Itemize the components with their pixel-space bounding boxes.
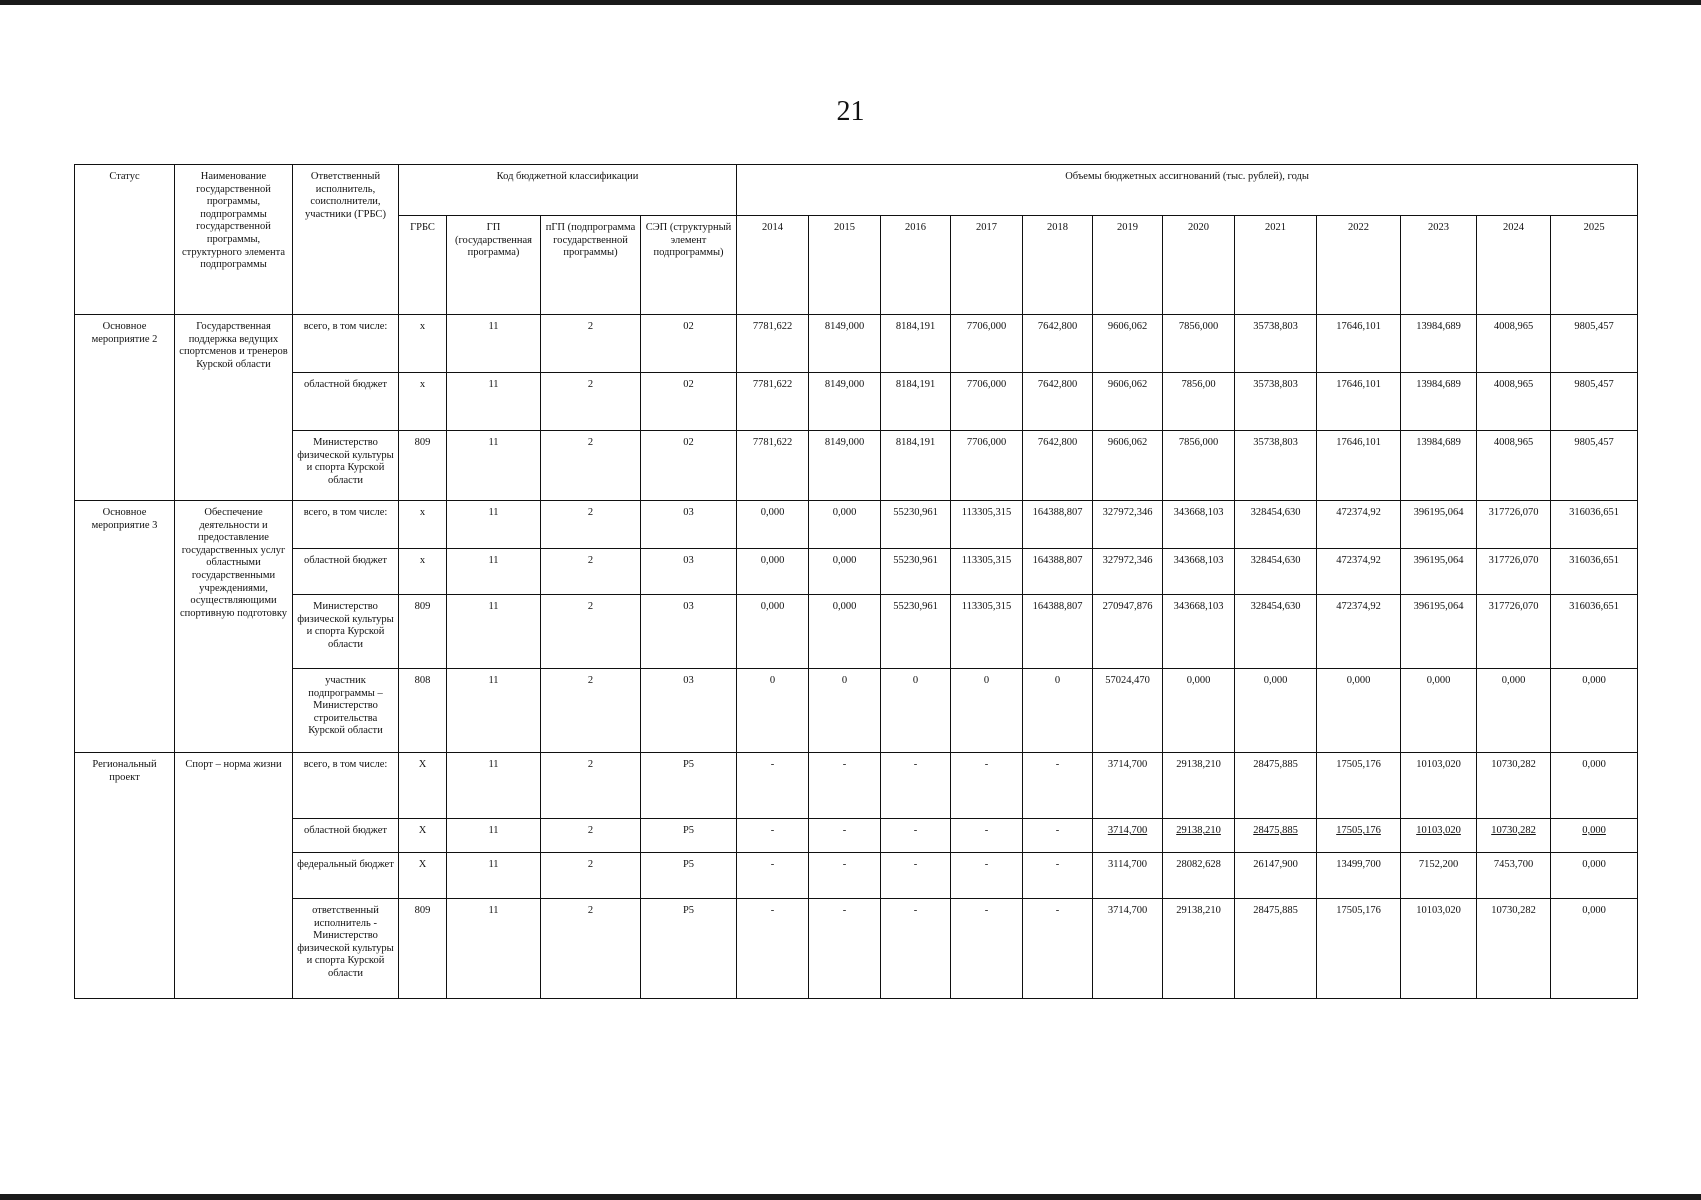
responsible-cell: Министерство физической культуры и спорта Курской области bbox=[293, 431, 399, 501]
sep-cell: Р5 bbox=[641, 899, 737, 999]
header-year: 2023 bbox=[1401, 216, 1477, 315]
gp-cell: 11 bbox=[447, 373, 541, 431]
value-cell: 10103,020 bbox=[1401, 819, 1477, 853]
status-cell: Основное мероприятие 3 bbox=[75, 501, 175, 753]
value-cell: 8184,191 bbox=[881, 373, 951, 431]
value-cell: 0 bbox=[737, 669, 809, 753]
header-name: Наименование государственной программы, подпрограммы государственной программы, структурного элемента подпрограммы bbox=[175, 165, 293, 315]
value-cell: 10730,282 bbox=[1477, 899, 1551, 999]
value-cell: 328454,630 bbox=[1235, 549, 1317, 595]
value-cell: 9606,062 bbox=[1093, 373, 1163, 431]
value-cell: - bbox=[951, 899, 1023, 999]
value-cell: 0,000 bbox=[1551, 853, 1638, 899]
header-year: 2016 bbox=[881, 216, 951, 315]
sep-cell: Р5 bbox=[641, 753, 737, 819]
status-cell: Региональный проект bbox=[75, 753, 175, 999]
sep-cell: 02 bbox=[641, 315, 737, 373]
value-cell: - bbox=[737, 819, 809, 853]
responsible-cell: ответственный исполнитель - Министерство физической культуры и спорта Курской области bbox=[293, 899, 399, 999]
value-cell: 8149,000 bbox=[809, 315, 881, 373]
program-name-cell: Государственная поддержка ведущих спортсменов и тренеров Курской области bbox=[175, 315, 293, 501]
header-status: Статус bbox=[75, 165, 175, 315]
header-pgp: пГП (подпрограмма государственной программы) bbox=[541, 216, 641, 315]
responsible-cell: областной бюджет bbox=[293, 819, 399, 853]
value-cell: 8184,191 bbox=[881, 431, 951, 501]
value-cell: 13984,689 bbox=[1401, 431, 1477, 501]
header-volumes-group: Объемы бюджетных ассигнований (тыс. рублей), годы bbox=[737, 165, 1638, 216]
grbs-cell: 808 bbox=[399, 669, 447, 753]
responsible-cell: областной бюджет bbox=[293, 373, 399, 431]
header-year: 2019 bbox=[1093, 216, 1163, 315]
value-cell: 7706,000 bbox=[951, 431, 1023, 501]
value-cell: 7706,000 bbox=[951, 315, 1023, 373]
value-cell: 0,000 bbox=[737, 595, 809, 669]
value-cell: 35738,803 bbox=[1235, 315, 1317, 373]
value-cell: 317726,070 bbox=[1477, 595, 1551, 669]
gp-cell: 11 bbox=[447, 549, 541, 595]
grbs-cell: 809 bbox=[399, 899, 447, 999]
value-cell: 28082,628 bbox=[1163, 853, 1235, 899]
value-cell: 10103,020 bbox=[1401, 753, 1477, 819]
table-row bbox=[75, 501, 1638, 549]
value-cell: - bbox=[809, 819, 881, 853]
value-cell: 0 bbox=[881, 669, 951, 753]
value-cell: 0 bbox=[809, 669, 881, 753]
grbs-cell: Х bbox=[399, 853, 447, 899]
value-cell: - bbox=[737, 753, 809, 819]
value-cell: 7781,622 bbox=[737, 373, 809, 431]
value-cell: 7642,800 bbox=[1023, 373, 1093, 431]
value-cell: - bbox=[1023, 853, 1093, 899]
value-cell: - bbox=[809, 899, 881, 999]
value-cell: 316036,651 bbox=[1551, 501, 1638, 549]
gp-cell: 11 bbox=[447, 753, 541, 819]
value-cell: - bbox=[1023, 899, 1093, 999]
value-cell: 327972,346 bbox=[1093, 549, 1163, 595]
value-cell: 317726,070 bbox=[1477, 549, 1551, 595]
value-cell: - bbox=[809, 853, 881, 899]
value-cell: 7642,800 bbox=[1023, 315, 1093, 373]
value-cell: 9805,457 bbox=[1551, 315, 1638, 373]
header-gp: ГП (государственная программа) bbox=[447, 216, 541, 315]
value-cell: 0,000 bbox=[1551, 819, 1638, 853]
value-cell: - bbox=[881, 853, 951, 899]
grbs-cell: 809 bbox=[399, 431, 447, 501]
value-cell: 316036,651 bbox=[1551, 595, 1638, 669]
table-row bbox=[75, 315, 1638, 373]
value-cell: 396195,064 bbox=[1401, 595, 1477, 669]
gp-cell: 11 bbox=[447, 595, 541, 669]
value-cell: 164388,807 bbox=[1023, 549, 1093, 595]
page-number: 21 bbox=[836, 96, 865, 127]
header-year: 2024 bbox=[1477, 216, 1551, 315]
header-year: 2020 bbox=[1163, 216, 1235, 315]
pgp-cell: 2 bbox=[541, 373, 641, 431]
sep-cell: 03 bbox=[641, 501, 737, 549]
value-cell: 17505,176 bbox=[1317, 819, 1401, 853]
header-responsible: Ответственный исполнитель, соисполнители, участники (ГРБС) bbox=[293, 165, 399, 315]
value-cell: 0,000 bbox=[1551, 899, 1638, 999]
table-body bbox=[75, 315, 1638, 999]
value-cell: 0,000 bbox=[809, 549, 881, 595]
program-name-cell: Спорт – норма жизни bbox=[175, 753, 293, 999]
grbs-cell: Х bbox=[399, 819, 447, 853]
value-cell: 328454,630 bbox=[1235, 501, 1317, 549]
sep-cell: 03 bbox=[641, 549, 737, 595]
value-cell: 7642,800 bbox=[1023, 431, 1093, 501]
value-cell: 29138,210 bbox=[1163, 899, 1235, 999]
header-year: 2021 bbox=[1235, 216, 1317, 315]
header-row-top bbox=[75, 165, 1638, 216]
value-cell: - bbox=[951, 753, 1023, 819]
value-cell: 164388,807 bbox=[1023, 501, 1093, 549]
value-cell: 29138,210 bbox=[1163, 819, 1235, 853]
gp-cell: 11 bbox=[447, 501, 541, 549]
value-cell: - bbox=[881, 899, 951, 999]
value-cell: 113305,315 bbox=[951, 549, 1023, 595]
value-cell: 55230,961 bbox=[881, 501, 951, 549]
value-cell: - bbox=[1023, 753, 1093, 819]
value-cell: 10730,282 bbox=[1477, 819, 1551, 853]
value-cell: 10730,282 bbox=[1477, 753, 1551, 819]
pgp-cell: 2 bbox=[541, 753, 641, 819]
pgp-cell: 2 bbox=[541, 595, 641, 669]
value-cell: 55230,961 bbox=[881, 595, 951, 669]
value-cell: 7453,700 bbox=[1477, 853, 1551, 899]
value-cell: 0,000 bbox=[737, 549, 809, 595]
pgp-cell: 2 bbox=[541, 549, 641, 595]
value-cell: - bbox=[951, 853, 1023, 899]
table-row bbox=[75, 753, 1638, 819]
header-year: 2022 bbox=[1317, 216, 1401, 315]
scan-bottom-border bbox=[0, 1194, 1701, 1200]
value-cell: 10103,020 bbox=[1401, 899, 1477, 999]
table-row bbox=[75, 669, 1638, 753]
responsible-cell: участник подпрограммы – Министерство строительства Курской области bbox=[293, 669, 399, 753]
sep-cell: 02 bbox=[641, 431, 737, 501]
value-cell: 343668,103 bbox=[1163, 549, 1235, 595]
value-cell: 17646,101 bbox=[1317, 431, 1401, 501]
value-cell: 343668,103 bbox=[1163, 501, 1235, 549]
value-cell: 3114,700 bbox=[1093, 853, 1163, 899]
value-cell: 0,000 bbox=[1317, 669, 1401, 753]
value-cell: 327972,346 bbox=[1093, 501, 1163, 549]
gp-cell: 11 bbox=[447, 853, 541, 899]
value-cell: 113305,315 bbox=[951, 595, 1023, 669]
value-cell: 35738,803 bbox=[1235, 373, 1317, 431]
value-cell: 3714,700 bbox=[1093, 819, 1163, 853]
value-cell: 7781,622 bbox=[737, 315, 809, 373]
value-cell: 17505,176 bbox=[1317, 899, 1401, 999]
value-cell: 9805,457 bbox=[1551, 373, 1638, 431]
value-cell: 17505,176 bbox=[1317, 753, 1401, 819]
pgp-cell: 2 bbox=[541, 501, 641, 549]
value-cell: 0,000 bbox=[1163, 669, 1235, 753]
grbs-cell: x bbox=[399, 501, 447, 549]
budget-table bbox=[74, 164, 1638, 999]
pgp-cell: 2 bbox=[541, 315, 641, 373]
program-name-cell: Обеспечение деятельности и предоставление государственных услуг областными государственными учреждениями, осуществляющими спортивную подготовку bbox=[175, 501, 293, 753]
value-cell: 113305,315 bbox=[951, 501, 1023, 549]
pgp-cell: 2 bbox=[541, 669, 641, 753]
sep-cell: Р5 bbox=[641, 853, 737, 899]
value-cell: 472374,92 bbox=[1317, 595, 1401, 669]
header-grbs: ГРБС bbox=[399, 216, 447, 315]
sep-cell: 03 bbox=[641, 595, 737, 669]
value-cell: 57024,470 bbox=[1093, 669, 1163, 753]
responsible-cell: областной бюджет bbox=[293, 549, 399, 595]
value-cell: 28475,885 bbox=[1235, 899, 1317, 999]
value-cell: - bbox=[809, 753, 881, 819]
value-cell: 328454,630 bbox=[1235, 595, 1317, 669]
responsible-cell: Министерство физической культуры и спорта Курской области bbox=[293, 595, 399, 669]
status-cell: Основное мероприятие 2 bbox=[75, 315, 175, 501]
value-cell: 29138,210 bbox=[1163, 753, 1235, 819]
value-cell: 13984,689 bbox=[1401, 373, 1477, 431]
value-cell: 3714,700 bbox=[1093, 899, 1163, 999]
responsible-cell: федеральный бюджет bbox=[293, 853, 399, 899]
value-cell: 0,000 bbox=[1551, 753, 1638, 819]
pgp-cell: 2 bbox=[541, 819, 641, 853]
table-row bbox=[75, 899, 1638, 999]
gp-cell: 11 bbox=[447, 899, 541, 999]
value-cell: 396195,064 bbox=[1401, 501, 1477, 549]
value-cell: 7856,00 bbox=[1163, 373, 1235, 431]
value-cell: 4008,965 bbox=[1477, 431, 1551, 501]
header-sep: СЭП (структурный элемент подпрограммы) bbox=[641, 216, 737, 315]
value-cell: 4008,965 bbox=[1477, 373, 1551, 431]
pgp-cell: 2 bbox=[541, 899, 641, 999]
value-cell: 8149,000 bbox=[809, 431, 881, 501]
table-row bbox=[75, 819, 1638, 853]
grbs-cell: 809 bbox=[399, 595, 447, 669]
value-cell: 164388,807 bbox=[1023, 595, 1093, 669]
header-year: 2017 bbox=[951, 216, 1023, 315]
value-cell: 396195,064 bbox=[1401, 549, 1477, 595]
gp-cell: 11 bbox=[447, 431, 541, 501]
responsible-cell: всего, в том числе: bbox=[293, 501, 399, 549]
value-cell: 0,000 bbox=[1401, 669, 1477, 753]
value-cell: 0,000 bbox=[809, 595, 881, 669]
value-cell: 8184,191 bbox=[881, 315, 951, 373]
grbs-cell: x bbox=[399, 373, 447, 431]
gp-cell: 11 bbox=[447, 669, 541, 753]
value-cell: - bbox=[951, 819, 1023, 853]
value-cell: 8149,000 bbox=[809, 373, 881, 431]
sep-cell: Р5 bbox=[641, 819, 737, 853]
table-row bbox=[75, 373, 1638, 431]
value-cell: 9606,062 bbox=[1093, 431, 1163, 501]
value-cell: 7856,000 bbox=[1163, 431, 1235, 501]
value-cell: 472374,92 bbox=[1317, 501, 1401, 549]
value-cell: 7856,000 bbox=[1163, 315, 1235, 373]
value-cell: 17646,101 bbox=[1317, 373, 1401, 431]
grbs-cell: x bbox=[399, 315, 447, 373]
gp-cell: 11 bbox=[447, 819, 541, 853]
grbs-cell: x bbox=[399, 549, 447, 595]
responsible-cell: всего, в том числе: bbox=[293, 753, 399, 819]
value-cell: 0,000 bbox=[809, 501, 881, 549]
value-cell: 0 bbox=[951, 669, 1023, 753]
header-year: 2018 bbox=[1023, 216, 1093, 315]
header-year: 2025 bbox=[1551, 216, 1638, 315]
value-cell: 7706,000 bbox=[951, 373, 1023, 431]
value-cell: 0,000 bbox=[737, 501, 809, 549]
sep-cell: 02 bbox=[641, 373, 737, 431]
table-row bbox=[75, 549, 1638, 595]
pgp-cell: 2 bbox=[541, 853, 641, 899]
grbs-cell: Х bbox=[399, 753, 447, 819]
header-year: 2014 bbox=[737, 216, 809, 315]
table-row bbox=[75, 431, 1638, 501]
value-cell: 343668,103 bbox=[1163, 595, 1235, 669]
value-cell: - bbox=[881, 819, 951, 853]
gp-cell: 11 bbox=[447, 315, 541, 373]
value-cell: 0,000 bbox=[1477, 669, 1551, 753]
value-cell: 7781,622 bbox=[737, 431, 809, 501]
value-cell: 35738,803 bbox=[1235, 431, 1317, 501]
scan-top-border bbox=[0, 0, 1701, 5]
value-cell: 17646,101 bbox=[1317, 315, 1401, 373]
value-cell: 7152,200 bbox=[1401, 853, 1477, 899]
value-cell: 55230,961 bbox=[881, 549, 951, 595]
table-row bbox=[75, 853, 1638, 899]
value-cell: 28475,885 bbox=[1235, 819, 1317, 853]
value-cell: 0 bbox=[1023, 669, 1093, 753]
value-cell: 316036,651 bbox=[1551, 549, 1638, 595]
value-cell: 472374,92 bbox=[1317, 549, 1401, 595]
value-cell: 13499,700 bbox=[1317, 853, 1401, 899]
responsible-cell: всего, в том числе: bbox=[293, 315, 399, 373]
sep-cell: 03 bbox=[641, 669, 737, 753]
value-cell: 13984,689 bbox=[1401, 315, 1477, 373]
header-year: 2015 bbox=[809, 216, 881, 315]
value-cell: 4008,965 bbox=[1477, 315, 1551, 373]
value-cell: 26147,900 bbox=[1235, 853, 1317, 899]
value-cell: 28475,885 bbox=[1235, 753, 1317, 819]
value-cell: 9805,457 bbox=[1551, 431, 1638, 501]
value-cell: - bbox=[737, 899, 809, 999]
table-row bbox=[75, 595, 1638, 669]
value-cell: - bbox=[881, 753, 951, 819]
pgp-cell: 2 bbox=[541, 431, 641, 501]
value-cell: 317726,070 bbox=[1477, 501, 1551, 549]
value-cell: 9606,062 bbox=[1093, 315, 1163, 373]
header-code-group: Код бюджетной классификации bbox=[399, 165, 737, 216]
value-cell: 270947,876 bbox=[1093, 595, 1163, 669]
value-cell: - bbox=[737, 853, 809, 899]
value-cell: - bbox=[1023, 819, 1093, 853]
value-cell: 3714,700 bbox=[1093, 753, 1163, 819]
value-cell: 0,000 bbox=[1235, 669, 1317, 753]
value-cell: 0,000 bbox=[1551, 669, 1638, 753]
